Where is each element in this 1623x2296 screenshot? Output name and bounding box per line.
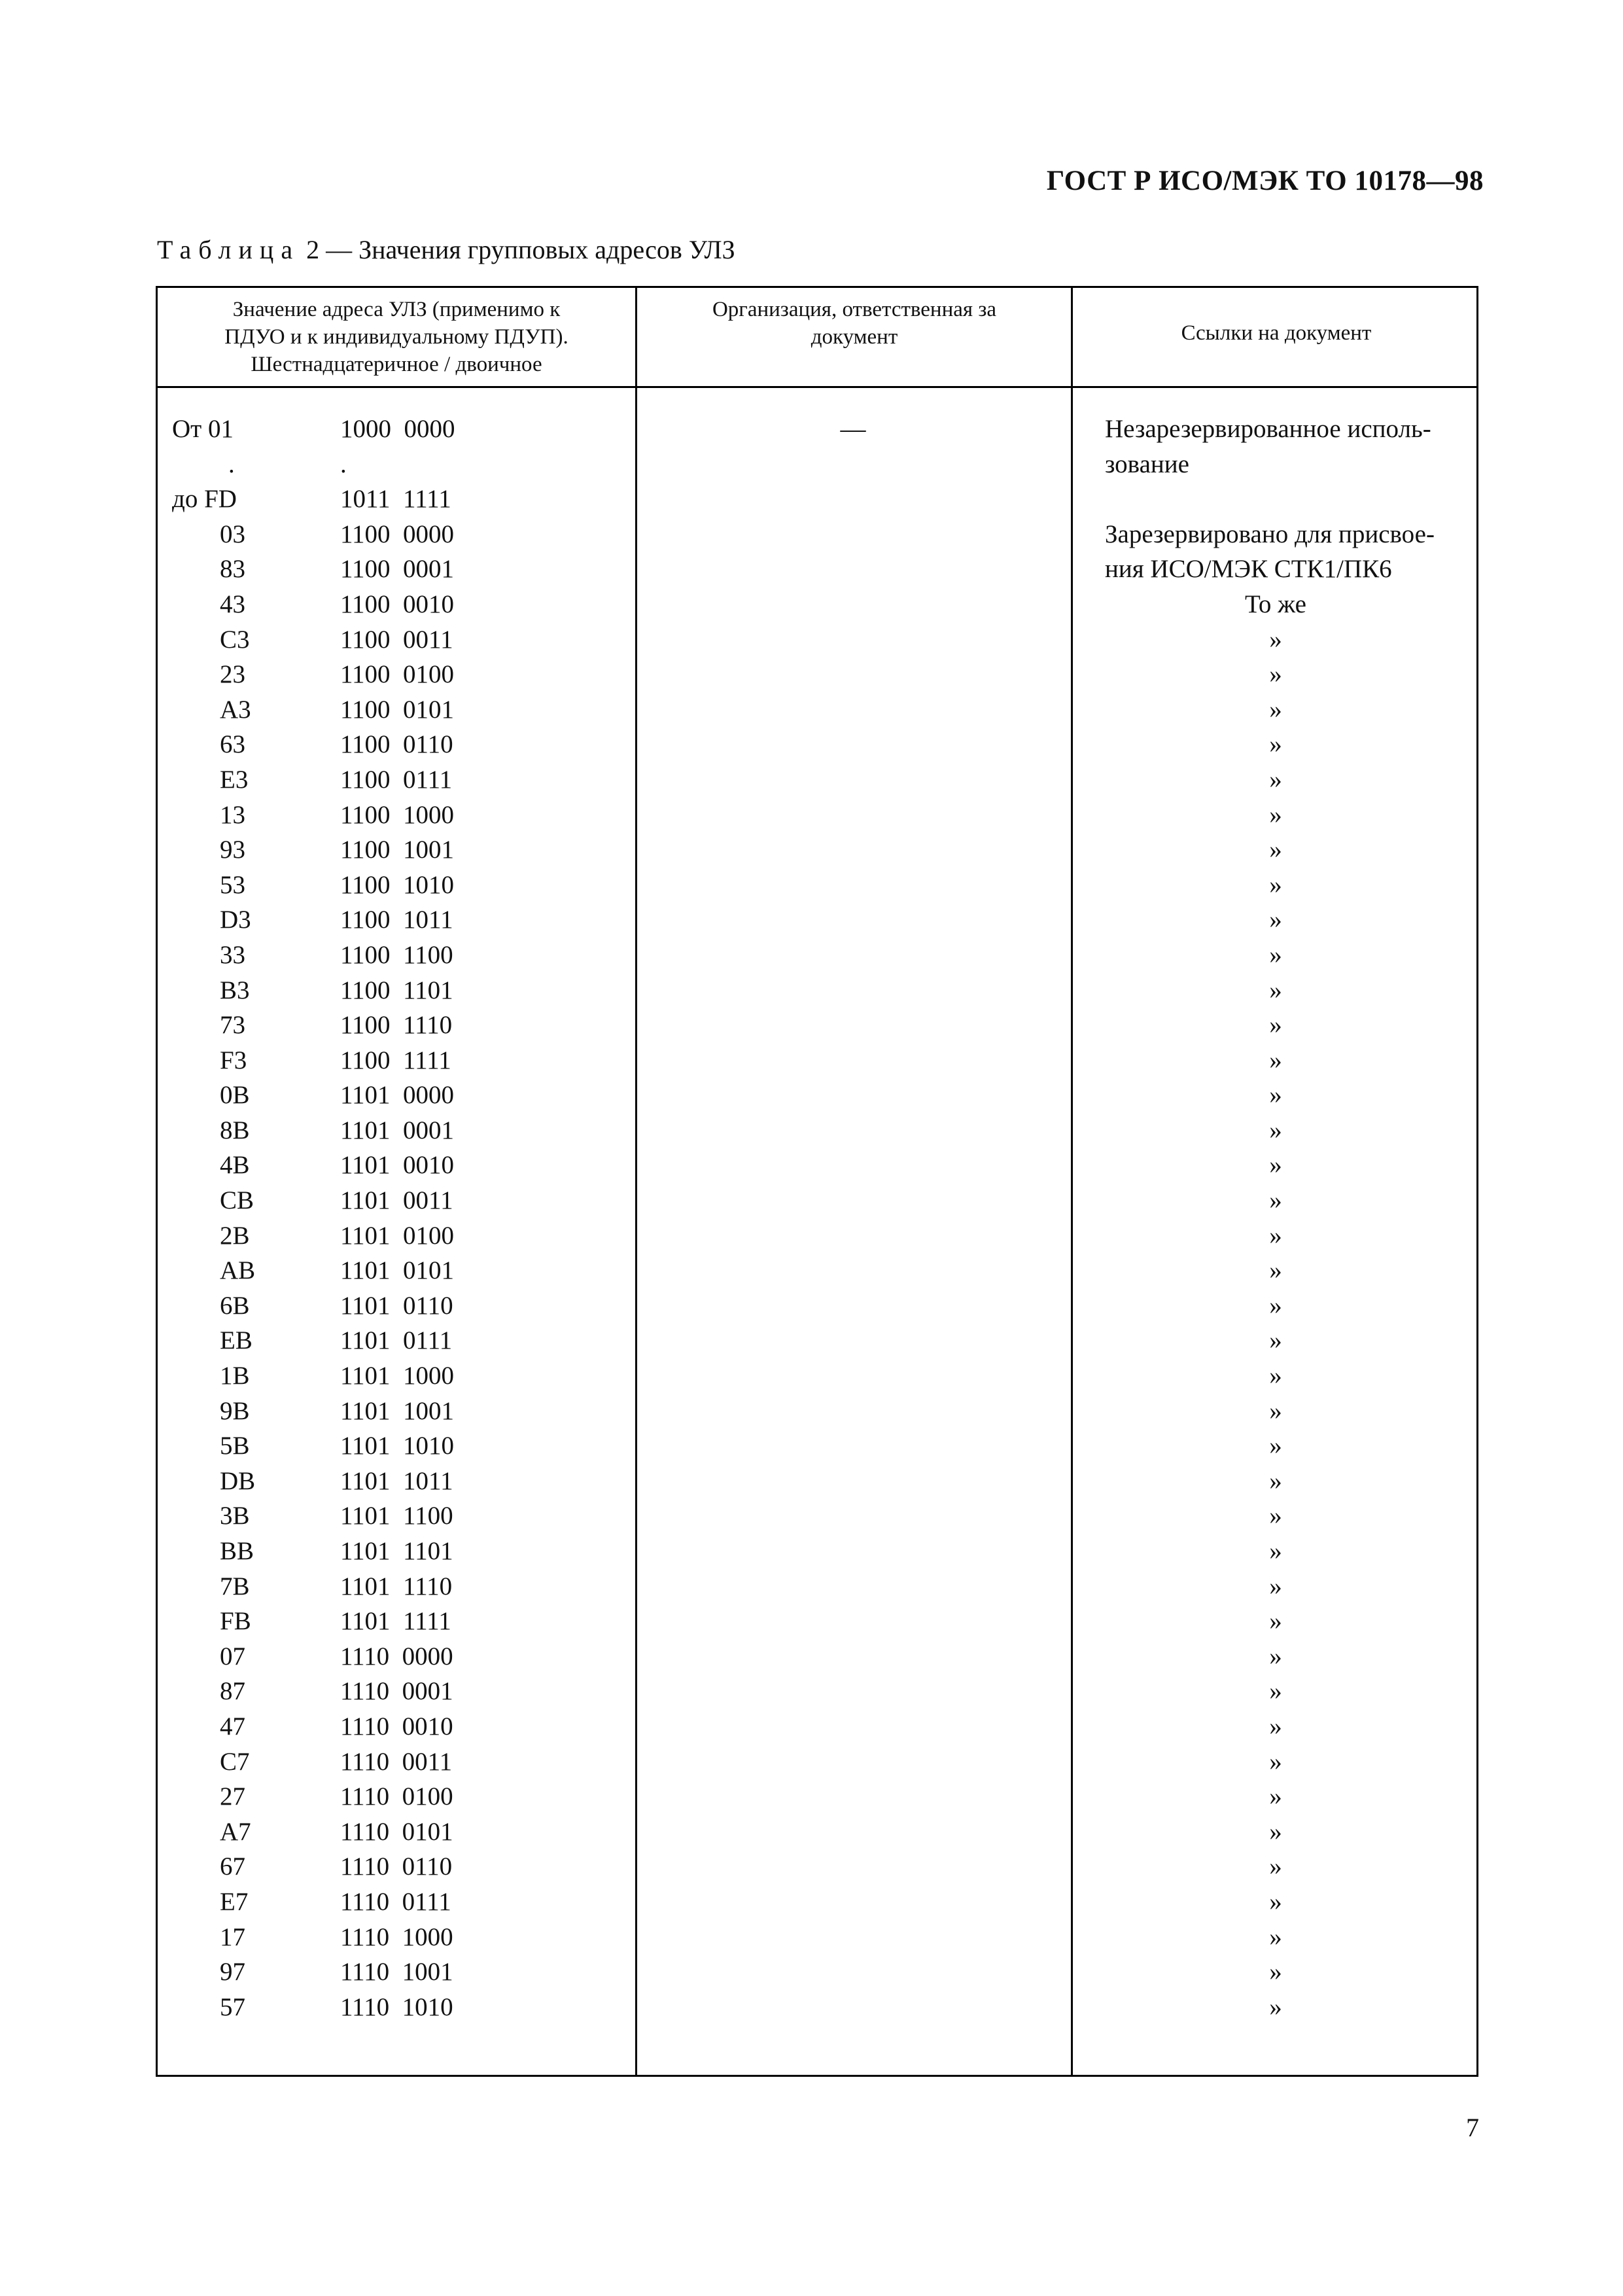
binary-value: 1110 1001 [340, 1958, 453, 1987]
hex-value: 67 [220, 1852, 245, 1881]
binary-value: 1100 0110 [340, 730, 453, 759]
hex-value: 93 [220, 836, 245, 864]
column-header-address [171, 296, 622, 378]
binary-value: 1100 1010 [340, 870, 455, 899]
table-row [158, 692, 1476, 728]
binary-value: 1110 1000 [340, 1922, 453, 1951]
ditto-mark: » [1269, 1221, 1282, 1250]
binary-value: 1101 1111 [340, 1607, 451, 1636]
binary-value: 1101 0011 [340, 1186, 453, 1215]
hex-value: 0B [220, 1081, 250, 1110]
binary-value: 1101 1011 [340, 1466, 453, 1495]
table-row [158, 868, 1476, 903]
hex-value: 47 [220, 1712, 245, 1740]
hex-value: 1B [220, 1362, 250, 1390]
binary-value: 1110 0010 [340, 1712, 453, 1740]
header-divider [158, 386, 1476, 388]
ditto-mark: » [1269, 1572, 1282, 1600]
binary-value: 1101 0100 [340, 1221, 455, 1250]
hex-value: 2B [220, 1221, 250, 1250]
ditto-mark: » [1269, 1116, 1282, 1144]
reference-unreserved-line: зование [1105, 450, 1189, 478]
hex-value: 53 [220, 870, 245, 899]
table-row [158, 1884, 1476, 1920]
binary-value: 1101 0110 [340, 1291, 453, 1320]
table-row [158, 727, 1476, 762]
ditto-mark: » [1269, 1256, 1282, 1285]
binary-value: 1110 0100 [340, 1782, 453, 1811]
binary-value: 1100 0001 [340, 555, 455, 584]
binary-value: 1101 1100 [340, 1502, 453, 1530]
binary-value: 1100 1110 [340, 1011, 453, 1040]
binary-value: 1101 1010 [340, 1432, 455, 1460]
hex-value: 83 [220, 555, 245, 584]
binary-value: 1110 0110 [340, 1852, 453, 1881]
table-caption [157, 234, 735, 265]
table-body [158, 412, 1476, 2024]
ditto-mark: » [1269, 1712, 1282, 1740]
hex-value: 73 [220, 1011, 245, 1040]
table-row [158, 973, 1476, 1008]
table-row [158, 1849, 1476, 1884]
binary-value: 1101 0111 [340, 1326, 453, 1355]
table-row [158, 657, 1476, 692]
hex-value: C3 [220, 625, 250, 654]
table-row [158, 1744, 1476, 1780]
table-row [158, 1604, 1476, 1639]
hex-value: C7 [220, 1747, 250, 1776]
binary-value: 1100 1000 [340, 800, 455, 829]
binary-value: 1100 0101 [340, 695, 455, 724]
hex-value: 5B [220, 1432, 250, 1460]
column-header-organization-line: документ [811, 325, 898, 349]
hex-value: 17 [220, 1922, 245, 1951]
ditto-mark: » [1269, 1151, 1282, 1180]
binary-value: 1100 1111 [340, 1046, 451, 1074]
hex-value: A7 [220, 1817, 251, 1846]
ditto-mark: » [1269, 1677, 1282, 1706]
organization-dash: — [840, 415, 866, 443]
binary-value: . [340, 450, 347, 478]
ditto-mark: » [1269, 1817, 1282, 1846]
table-row [158, 832, 1476, 868]
ditto-mark: » [1269, 1537, 1282, 1565]
binary-value: 1100 0111 [340, 765, 453, 794]
binary-value: 1000 0000 [340, 415, 455, 443]
ditto-mark: » [1269, 1852, 1282, 1881]
hex-value: 97 [220, 1958, 245, 1987]
ditto-mark: » [1269, 906, 1282, 934]
table-row [158, 1323, 1476, 1358]
hex-value: 7B [220, 1572, 250, 1600]
table-row [158, 1990, 1476, 2025]
hex-value: . [228, 450, 235, 478]
table-row [158, 1534, 1476, 1569]
hex-value: CB [220, 1186, 254, 1215]
table-row [158, 447, 1476, 482]
document-title: ГОСТ Р ИСО/МЭК ТО 10178—98 [1046, 166, 1484, 196]
address-table [156, 286, 1478, 2077]
binary-value: 1101 0000 [340, 1081, 455, 1110]
reference-reserved-line: Зарезервировано для присвое- [1105, 520, 1435, 548]
binary-value: 1101 1110 [340, 1572, 453, 1600]
ditto-mark: » [1269, 1291, 1282, 1320]
ditto-mark: » [1269, 660, 1282, 689]
binary-value: 1110 0101 [340, 1817, 453, 1846]
table-row [158, 1674, 1476, 1709]
binary-value: 1100 1100 [340, 940, 453, 969]
hex-value: E7 [220, 1887, 249, 1916]
ditto-mark: » [1269, 1642, 1282, 1670]
binary-value: 1110 0001 [340, 1677, 453, 1706]
ditto-mark: » [1269, 1432, 1282, 1460]
table-row [158, 1358, 1476, 1394]
column-header-organization-line: Организация, ответственная за [712, 298, 997, 321]
ditto-mark: » [1269, 1747, 1282, 1776]
column-header-address-line: ПДУО и к индивидуальному ПДУП). [224, 325, 568, 349]
ditto-mark: » [1269, 1607, 1282, 1636]
hex-value: 13 [220, 800, 245, 829]
ditto-mark: » [1269, 765, 1282, 794]
ditto-mark: » [1269, 1081, 1282, 1110]
ditto-mark: » [1269, 1011, 1282, 1040]
table-row [158, 1253, 1476, 1288]
table-row [158, 1779, 1476, 1814]
hex-value: 8B [220, 1116, 250, 1144]
ditto-mark: » [1269, 1887, 1282, 1916]
table-caption-text: 2 — Значения групповых адресов УЛЗ [300, 235, 735, 264]
table-row [158, 938, 1476, 973]
ditto-mark: » [1269, 1502, 1282, 1530]
ditto-mark: » [1269, 800, 1282, 829]
hex-value: E3 [220, 765, 249, 794]
binary-value: 1101 1000 [340, 1362, 455, 1390]
hex-value: 27 [220, 1782, 245, 1811]
hex-value: DB [220, 1466, 256, 1495]
table-row [158, 482, 1476, 517]
reference-unreserved-line: Незарезервированное исполь- [1105, 415, 1431, 443]
hex-value: От 01 [172, 415, 234, 443]
hex-value: FB [220, 1607, 251, 1636]
table-row [158, 517, 1476, 552]
hex-value: 63 [220, 730, 245, 759]
ditto-mark: » [1269, 1782, 1282, 1811]
table-row [158, 798, 1476, 833]
binary-value: 1110 0111 [340, 1887, 451, 1916]
ditto-mark: » [1269, 1326, 1282, 1355]
ditto-mark: » [1269, 1992, 1282, 2021]
reference-reserved-line: ния ИСО/МЭК СТК1/ПК6 [1105, 555, 1392, 584]
binary-value: 1110 0011 [340, 1747, 453, 1776]
table-row [158, 902, 1476, 938]
table-row [158, 1148, 1476, 1183]
table-row [158, 1498, 1476, 1534]
table-row [158, 1113, 1476, 1148]
table-row [158, 1954, 1476, 1990]
hex-value: D3 [220, 906, 251, 934]
hex-value: A3 [220, 695, 251, 724]
binary-value: 1100 0010 [340, 590, 455, 618]
ditto-mark: » [1269, 730, 1282, 759]
binary-value: 1100 1101 [340, 976, 453, 1004]
ditto-mark: » [1269, 1466, 1282, 1495]
binary-value: 1110 1010 [340, 1992, 453, 2021]
ditto-mark: » [1269, 695, 1282, 724]
hex-value: 23 [220, 660, 245, 689]
table-row [158, 1920, 1476, 1955]
table-data-rows [158, 517, 1476, 2025]
binary-value: 1101 1101 [340, 1537, 453, 1565]
hex-value: BB [220, 1537, 254, 1565]
binary-value: 1100 1001 [340, 836, 455, 864]
binary-value: 1101 0010 [340, 1151, 455, 1180]
hex-value: 4B [220, 1151, 250, 1180]
table-row [158, 1709, 1476, 1744]
table-row [158, 762, 1476, 798]
page-number: 7 [1466, 2113, 1479, 2142]
hex-value: AB [220, 1256, 256, 1285]
table-row [158, 622, 1476, 658]
column-header-address-line: Шестнадцатеричное / двоичное [251, 353, 542, 376]
binary-value: 1100 0000 [340, 520, 455, 548]
hex-value: 57 [220, 1992, 245, 2021]
ditto-mark: » [1269, 1922, 1282, 1951]
table-row [158, 1008, 1476, 1043]
table-row [158, 1428, 1476, 1464]
table-row [158, 1043, 1476, 1078]
table-row [158, 1464, 1476, 1499]
reference-same: То же [1245, 590, 1306, 618]
binary-value: 1101 0101 [340, 1256, 455, 1285]
hex-value: 03 [220, 520, 245, 548]
table-row [158, 1394, 1476, 1429]
hex-value: 87 [220, 1677, 245, 1706]
ditto-mark: » [1269, 940, 1282, 969]
ditto-mark: » [1269, 870, 1282, 899]
column-header-references: Ссылки на документ [1181, 321, 1372, 345]
ditto-mark: » [1269, 1186, 1282, 1215]
ditto-mark: » [1269, 625, 1282, 654]
table-row [158, 1183, 1476, 1218]
hex-value: 43 [220, 590, 245, 618]
ditto-mark: » [1269, 836, 1282, 864]
binary-value: 1100 1011 [340, 906, 453, 934]
ditto-mark: » [1269, 1362, 1282, 1390]
hex-value: 33 [220, 940, 245, 969]
column-header-address-line: Значение адреса УЛЗ (применимо к [232, 298, 561, 321]
ditto-mark: » [1269, 1958, 1282, 1987]
hex-value: 9B [220, 1396, 250, 1425]
binary-value: 1011 1111 [340, 485, 451, 514]
hex-value: F3 [220, 1046, 247, 1074]
hex-value: до FD [172, 485, 237, 514]
table-row [158, 587, 1476, 622]
table-caption-label: Таблица [157, 235, 300, 264]
binary-value: 1110 0000 [340, 1642, 453, 1670]
table-row [158, 1288, 1476, 1324]
table-row [158, 412, 1476, 447]
hex-value: 3B [220, 1502, 250, 1530]
table-row [158, 552, 1476, 587]
binary-value: 1101 1001 [340, 1396, 455, 1425]
table-row [158, 1218, 1476, 1254]
table-row [158, 1639, 1476, 1674]
hex-value: 6B [220, 1291, 250, 1320]
ditto-mark: » [1269, 976, 1282, 1004]
hex-value: 07 [220, 1642, 245, 1670]
column-header-organization [655, 296, 1054, 351]
ditto-mark: » [1269, 1046, 1282, 1074]
binary-value: 1101 0001 [340, 1116, 455, 1144]
hex-value: B3 [220, 976, 250, 1004]
binary-value: 1100 0100 [340, 660, 455, 689]
hex-value: EB [220, 1326, 253, 1355]
table-row [158, 1569, 1476, 1604]
binary-value: 1100 0011 [340, 625, 453, 654]
table-row [158, 1078, 1476, 1113]
ditto-mark: » [1269, 1396, 1282, 1425]
table-row [158, 1814, 1476, 1850]
